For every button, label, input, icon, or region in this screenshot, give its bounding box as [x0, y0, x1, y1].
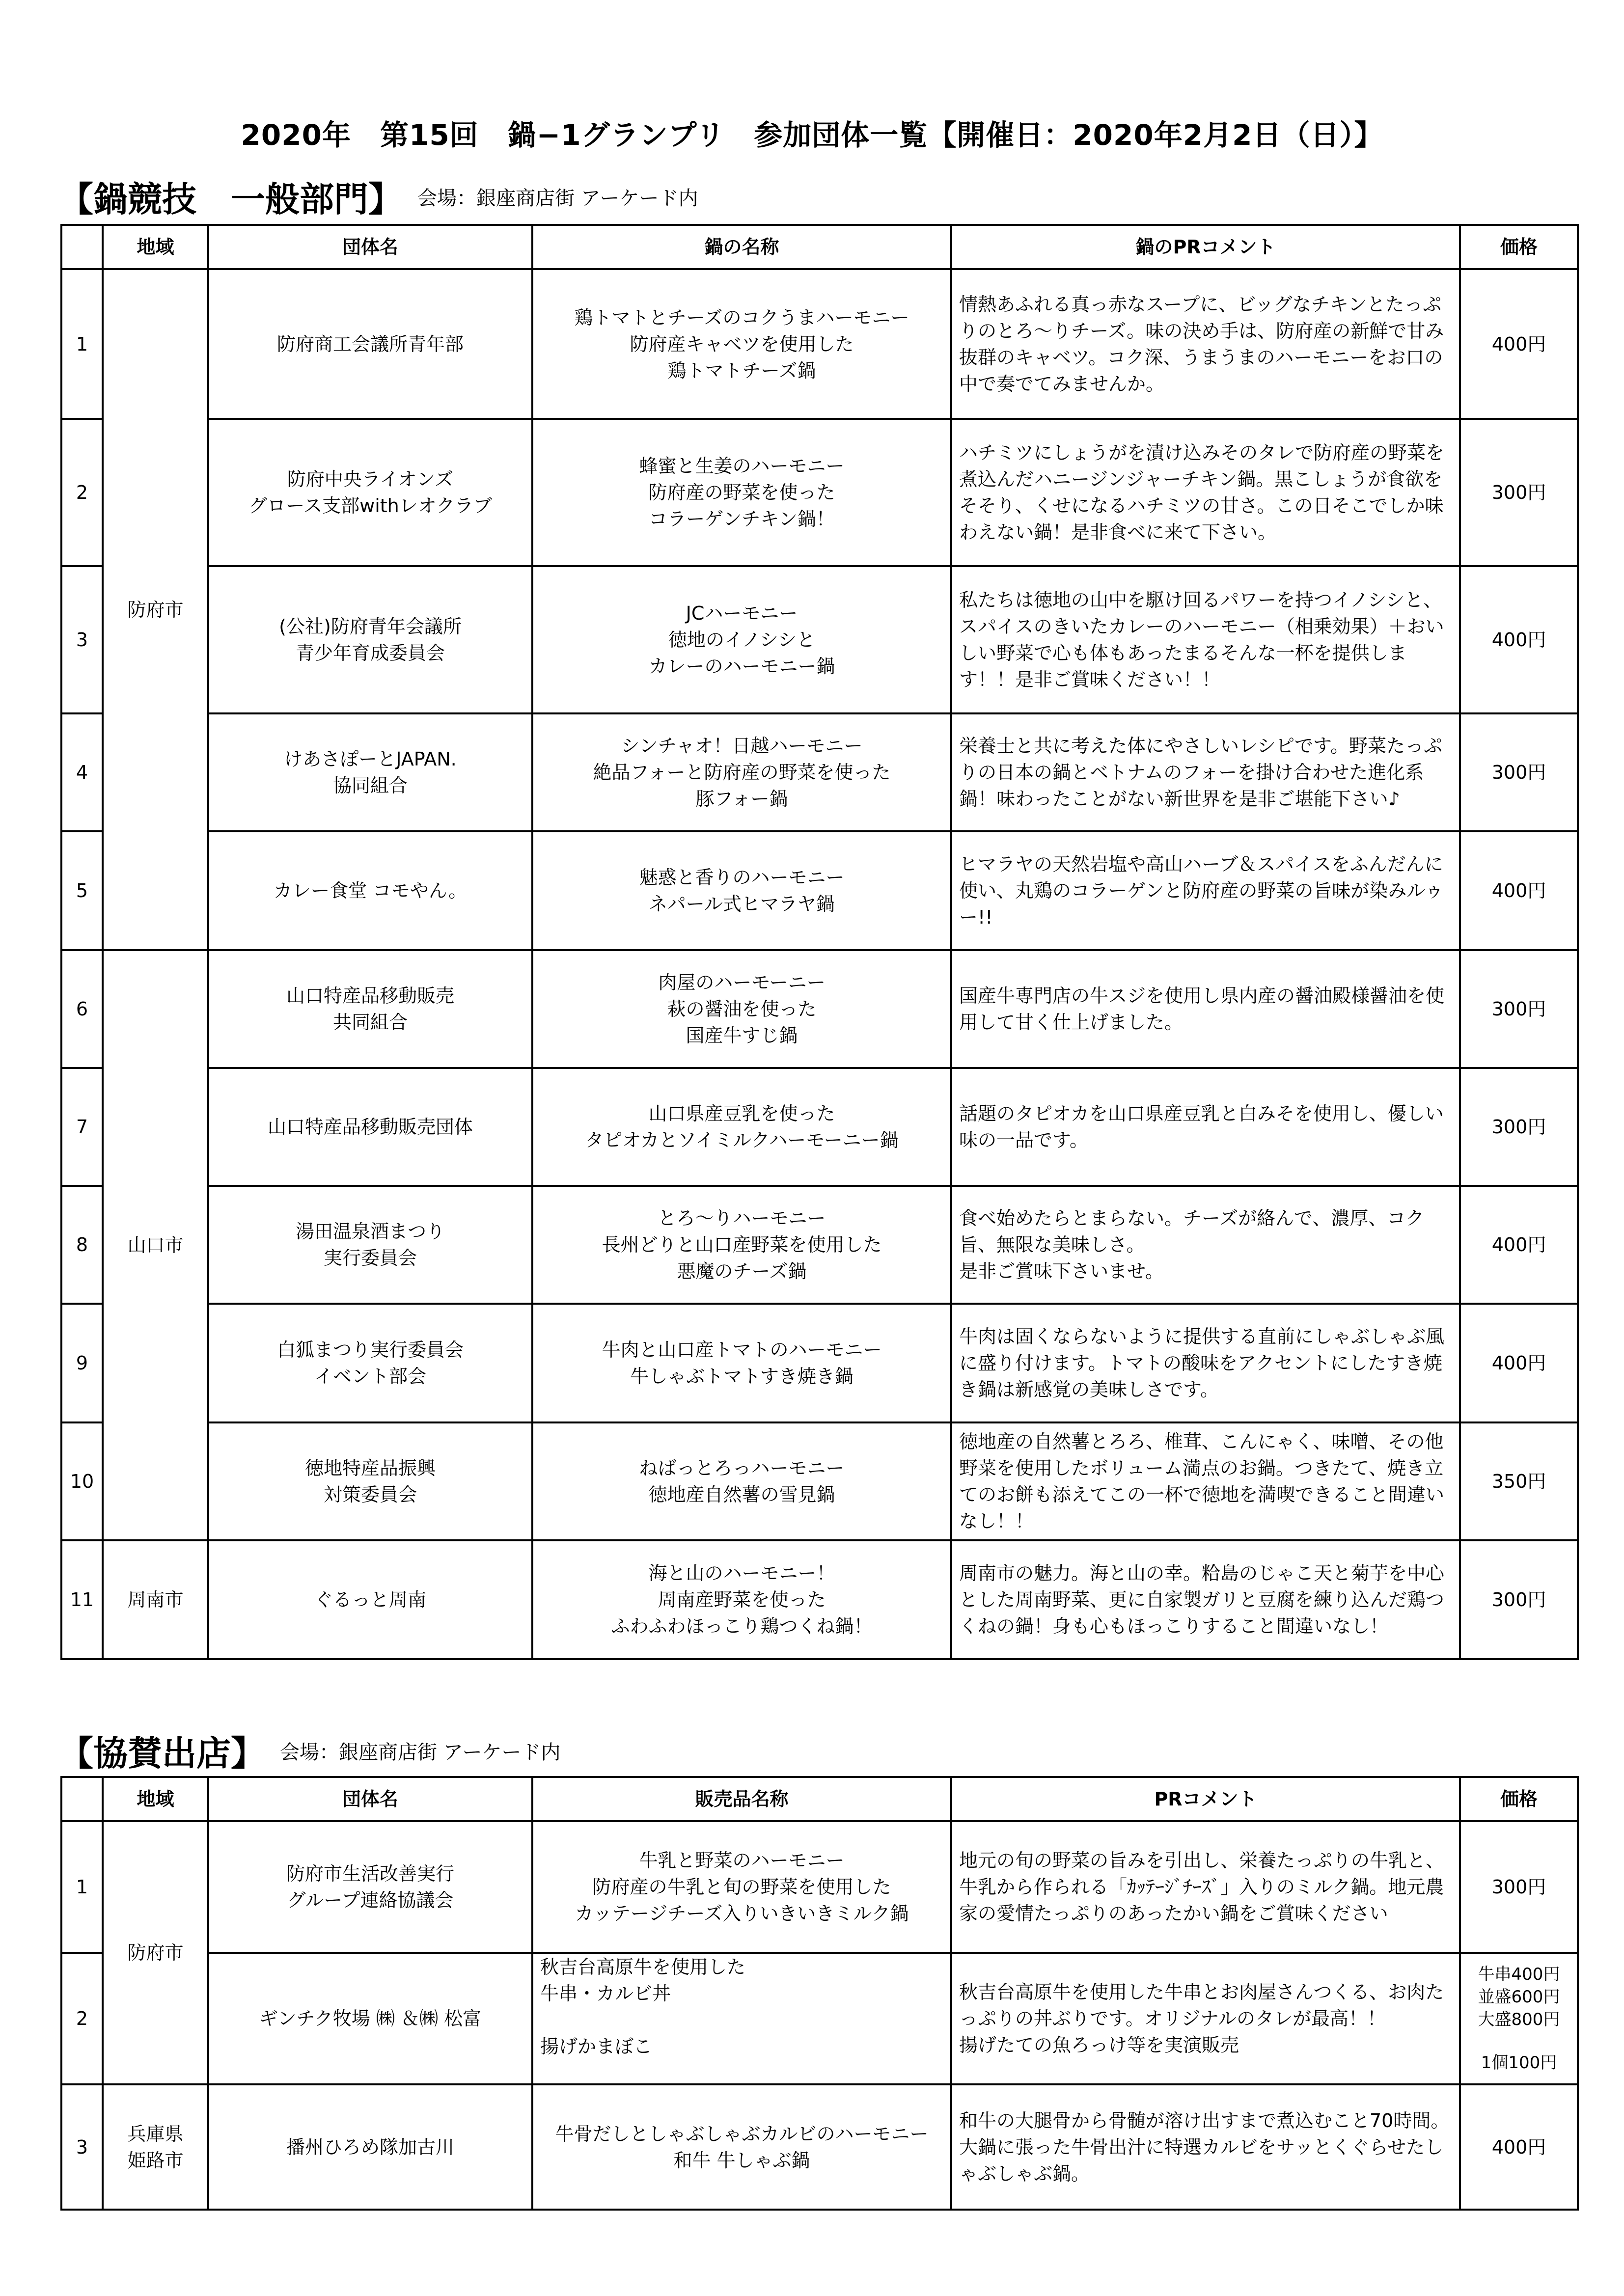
general-division-table: [60, 224, 1579, 1660]
price: 300円: [1460, 950, 1578, 1068]
dish-name: 牛乳と野菜のハーモニー 防府産の牛乳と旬の野菜を使用した カッテージチーズ入りいきいきミルク鍋: [532, 1821, 951, 1953]
pr-comment: 国産牛専門店の牛スジを使用し県内産の醤油殿様醤油を使用して甘く仕上げました。: [951, 950, 1460, 1068]
pr-comment: 周南市の魅力。海と山の幸。粭島のじゃこ天と菊芋を中心とした周南野菜、更に自家製ガリと豆腐を練り込んだ鶏つくねの鍋！身も心もほっこりすること間違いなし！: [951, 1540, 1460, 1659]
region-cell: 兵庫県 姫路市: [103, 2084, 208, 2210]
org-name: ギンチク牧場 ㈱ ＆㈱ 松富: [208, 1953, 532, 2084]
price: 400円: [1460, 566, 1578, 713]
table-row: [61, 1953, 1578, 2084]
org-name: (公社)防府青年会議所 青少年育成委員会: [208, 566, 532, 713]
col-header-price: 価格: [1460, 1777, 1578, 1821]
dish-name: シンチャオ！日越ハーモニー 絶品フォーと防府産の野菜を使った 豚フォー鍋: [532, 713, 951, 831]
org-name: 山口特産品移動販売 共同組合: [208, 950, 532, 1068]
col-header-org: 団体名: [208, 1777, 532, 1821]
table-row: [61, 419, 1578, 566]
region-cell: 防府市: [103, 1821, 208, 2084]
dish-name: 蜂蜜と生姜のハーモニー 防府産の野菜を使った コラーゲンチキン鍋！: [532, 419, 951, 566]
org-name: 湯田温泉酒まつり 実行委員会: [208, 1186, 532, 1304]
pr-comment: 徳地産の自然薯とろろ、椎茸、こんにゃく、味噌、その他野菜を使用したボリューム満点のお鍋。つきたて、焼き立てのお餅も添えてこの一杯で徳地を満喫できること間違いなし！！: [951, 1422, 1460, 1540]
table-row: [61, 1068, 1578, 1186]
region-cell: 周南市: [103, 1540, 208, 1659]
table-row: [61, 1540, 1578, 1659]
org-name: カレー食堂 コモやん。: [208, 831, 532, 950]
section1-heading-row: [59, 172, 698, 221]
org-name: ぐるっと周南: [208, 1540, 532, 1659]
section1-venue: 会場：銀座商店街 アーケード内: [417, 187, 698, 210]
dish-name: 肉屋のハーモーニー 萩の醤油を使った 国産牛すじ鍋: [532, 950, 951, 1068]
col-header-pr: PRコメント: [951, 1777, 1460, 1821]
row-number: 4: [61, 713, 103, 831]
row-number: 1: [61, 1821, 103, 1953]
row-number: 3: [61, 2084, 103, 2210]
region-cell: 防府市: [103, 269, 208, 950]
pr-comment: 食べ始めたらとまらない。チーズが絡んで、濃厚、コク旨、無限な美味しさ。 是非ご賞味下さいませ。: [951, 1186, 1460, 1304]
pr-comment: 話題のタピオカを山口県産豆乳と白みそを使用し、優しい味の一品です。: [951, 1068, 1460, 1186]
pr-comment: 地元の旬の野菜の旨みを引出し、栄養たっぷりの牛乳と、牛乳から作られる「ｶｯﾃｰｼﾞﾁｰｽﾞ」入りのミルク鍋。地元農家の愛情たっぷりのあったかい鍋をご賞味ください: [951, 1821, 1460, 1953]
org-name: 防府市生活改善実行 グループ連絡協議会: [208, 1821, 532, 1953]
dish-name: 秋吉台高原牛を使用した 牛串・カルビ丼 揚げかまぼこ: [532, 1953, 951, 2084]
row-number: 1: [61, 269, 103, 419]
price: 300円: [1460, 1540, 1578, 1659]
row-number: 11: [61, 1540, 103, 1659]
price-note: 1個100円: [1481, 2053, 1557, 2073]
price: 牛串400円 並盛600円 大盛800円: [1478, 1965, 1560, 2029]
pr-comment: 秋吉台高原牛を使用した牛串とお肉屋さんつくる、お肉たっぷりの丼ぶりです。オリジナルのタレが最高！！ 揚げたての魚ろっけ等を実演販売: [951, 1953, 1460, 2084]
price: 400円: [1460, 1304, 1578, 1422]
org-name: 防府中央ライオンズ グロース支部withレオクラブ: [208, 419, 532, 566]
col-header-price: 価格: [1460, 225, 1578, 269]
col-header-org: 団体名: [208, 225, 532, 269]
price: 400円: [1460, 831, 1578, 950]
row-number: 2: [61, 1953, 103, 2084]
org-name: 防府商工会議所青年部: [208, 269, 532, 419]
section2-heading: 【協賛出店】: [59, 1733, 265, 1774]
dish-name: 鶏トマトとチーズのコクうまハーモニー 防府産キャベツを使用した 鶏トマトチーズ鍋: [532, 269, 951, 419]
dish-name: JCハーモニー 徳地のイノシシと カレーのハーモニー鍋: [532, 566, 951, 713]
price: 350円: [1460, 1422, 1578, 1540]
table-row: [61, 713, 1578, 831]
org-name: 白狐まつり実行委員会 イベント部会: [208, 1304, 532, 1422]
dish-name: 山口県産豆乳を使った タピオカとソイミルクハーモーニー鍋: [532, 1068, 951, 1186]
price: 300円: [1460, 1068, 1578, 1186]
dish-name: 牛骨だしとしゃぶしゃぶカルビのハーモニー 和牛 牛しゃぶ鍋: [532, 2084, 951, 2210]
table-row: [61, 1304, 1578, 1422]
row-number: 6: [61, 950, 103, 1068]
section1-heading: 【鍋競技 一般部門】: [59, 179, 403, 219]
col-header-pr: 鍋のPRコメント: [951, 225, 1460, 269]
page-title: 2020年 第15回 鍋−1グランプリ 参加団体一覧【開催日：2020年2月2日（日）】: [241, 118, 1383, 152]
section2-heading-row: [59, 1726, 561, 1776]
price: 400円: [1460, 1186, 1578, 1304]
price: 300円: [1460, 419, 1578, 566]
table-row: [61, 1821, 1578, 1953]
table-row: [61, 831, 1578, 950]
price: 300円: [1460, 713, 1578, 831]
org-name: けあさぽーとJAPAN. 協同組合: [208, 713, 532, 831]
org-name: 山口特産品移動販売団体: [208, 1068, 532, 1186]
col-header-no: [61, 225, 103, 269]
dish-name: 海と山のハーモニー！ 周南産野菜を使った ふわふわほっこり鶏つくね鍋！: [532, 1540, 951, 1659]
col-header-region: 地域: [103, 1777, 208, 1821]
dish-name: ねばっとろっハーモニー 徳地産自然薯の雪見鍋: [532, 1422, 951, 1540]
price: 400円: [1460, 269, 1578, 419]
pr-comment: 私たちは徳地の山中を駆け回るパワーを持つイノシシと、スパイスのきいたカレーのハーモニー（相乗効果）＋おいしい野菜で心も体もあったまるそんな一杯を提供します！！是非ご賞味ください！！: [951, 566, 1460, 713]
pr-comment: 牛肉は固くならないように提供する直前にしゃぶしゃぶ風に盛り付けます。トマトの酸味をアクセントにしたすき焼き鍋は新感覚の美味しさです。: [951, 1304, 1460, 1422]
org-name: 徳地特産品振興 対策委員会: [208, 1422, 532, 1540]
col-header-no: [61, 1777, 103, 1821]
table-row: [61, 1186, 1578, 1304]
row-number: 10: [61, 1422, 103, 1540]
section2-venue: 会場：銀座商店街 アーケード内: [280, 1741, 561, 1764]
pr-comment: 栄養士と共に考えた体にやさしいレシピです。野菜たっぷりの日本の鍋とベトナムのフォーを掛け合わせた進化系鍋！味わったことがない新世界を是非ご堪能下さい♪: [951, 713, 1460, 831]
table-row: [61, 566, 1578, 713]
price: 300円: [1460, 1821, 1578, 1953]
pr-comment: ハチミツにしょうがを漬け込みそのタレで防府産の野菜を煮込んだハニージンジャーチキン鍋。黒こしょうが食欲をそそり、くせになるハチミツの甘さ。この日そこでしか味わえない鍋！是非食べに来て下さい。: [951, 419, 1460, 566]
col-header-dish: 販売品名称: [532, 1777, 951, 1821]
dish-name: 牛肉と山口産トマトのハーモニー 牛しゃぶトマトすき焼き鍋: [532, 1304, 951, 1422]
table-row: [61, 2084, 1578, 2210]
col-header-region: 地域: [103, 225, 208, 269]
price-cell: [1460, 1953, 1578, 2084]
org-name: 播州ひろめ隊加古川: [208, 2084, 532, 2210]
table-header-row: [61, 1777, 1578, 1821]
row-number: 8: [61, 1186, 103, 1304]
table-row: [61, 269, 1578, 419]
pr-comment: 情熱あふれる真っ赤なスープに、ビッグなチキンとたっぷりのとろ〜りチーズ。味の決め手は、防府産の新鮮で甘み抜群のキャベツ。コク深、うまうまのハーモニーをお口の中で奏でてみませんか。: [951, 269, 1460, 419]
row-number: 9: [61, 1304, 103, 1422]
table-header-row: [61, 225, 1578, 269]
pr-comment: 和牛の大腿骨から骨髄が溶け出すまで煮込むこと70時間。大鍋に張った牛骨出汁に特選カルビをサッとくぐらせたしゃぶしゃぶ鍋。: [951, 2084, 1460, 2210]
table-row: [61, 950, 1578, 1068]
dish-name: とろ〜りハーモニー 長州どりと山口産野菜を使用した 悪魔のチーズ鍋: [532, 1186, 951, 1304]
row-number: 3: [61, 566, 103, 713]
price: 400円: [1460, 2084, 1578, 2210]
table-row: [61, 1422, 1578, 1540]
col-header-dish: 鍋の名称: [532, 225, 951, 269]
pr-comment: ヒマラヤの天然岩塩や高山ハーブ＆スパイスをふんだんに使い、丸鶏のコラーゲンと防府産の野菜の旨味が染みルゥー!!: [951, 831, 1460, 950]
sponsor-table: [60, 1776, 1579, 2211]
row-number: 5: [61, 831, 103, 950]
region-cell: 山口市: [103, 950, 208, 1540]
row-number: 2: [61, 419, 103, 566]
row-number: 7: [61, 1068, 103, 1186]
dish-name: 魅惑と香りのハーモニー ネパール式ヒマラヤ鍋: [532, 831, 951, 950]
